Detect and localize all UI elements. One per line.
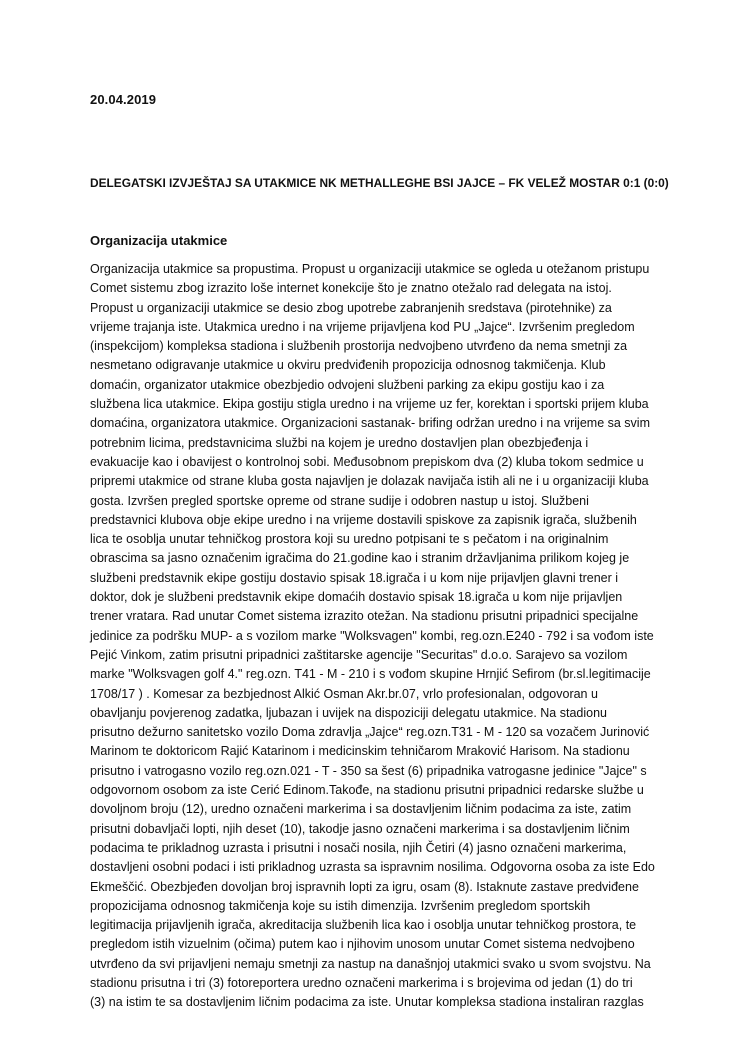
body-line: (inspekcijom) kompleksa stadiona i službenih prostorija nedvojbeno utvrđeno da nema smetnji za	[90, 339, 628, 354]
body-line: legitimacija prijavljenih igrača, akreditacija službenih lica kao i osoblja unutar tehničkog prostora, te	[90, 918, 637, 933]
body-line: lica te osoblja unutar tehničkog prostora koji su uredno potpisani te s pečatom i na originalnim	[90, 532, 609, 547]
document-date: 20.04.2019	[90, 92, 157, 107]
body-line: evakuacije kao i obavijest o kontrolnoj sobi. Međusobnom prepiskom dva (2) kluba tokom sedmice u	[90, 454, 644, 469]
body-line: prisutni dobavljači lopti, njih deset (10), takodje jasno označeni markerima i sa dostavljenim ličnim	[90, 821, 630, 836]
body-line: Pejić Vinkom, zatim prisutni pripadnici zaštitarske agencije "Securitas" d.o.o. Sarajevo sa vozilom	[90, 647, 628, 662]
body-line: potrebnim licima, predstavnicima službi na kojem je uredno dostavljen plan obezbjeđenja i	[90, 435, 589, 450]
body-line: domaćin, organizator utakmice obezbjedio odvojeni službeni parking za ekipu gostiju kao i za	[90, 377, 605, 392]
body-line: Comet sistemu zbog izrazito loše internet konekcije što je znatno otežalo rad delegata na istoj.	[90, 281, 612, 296]
body-line: Marinom te doktoricom Rajić Katarinom i medicinskim tehničarom Mraković Harisom. Na stadionu	[90, 744, 630, 759]
body-line: prisutno i vatrogasno vozilo reg.ozn.021 - T - 350 sa šest (6) pripadnika vatrogasne jedinice "Jajce" s	[90, 763, 647, 778]
document-title: DELEGATSKI IZVJEŠTAJ SA UTAKMICE NK METHALLEGHE BSI JAJCE – FK VELEŽ MOSTAR 0:1 (0:0)	[90, 176, 669, 190]
body-line: dostavljeni osobni podaci i isti prikladnog uzrasta sa ispravnim nosilima. Odgovorna osoba za iste Edo	[90, 860, 655, 875]
body-line: odgovornom osobom za iste Cerić Edinom.Takođe, na stadionu prisutni pripadnici redarske službe u	[90, 783, 644, 798]
body-line: službeni predstavnik ekipe gostiju dostavio spisak 18.igrača i u kom nije prijavljen glavni trener i	[90, 570, 619, 585]
section-heading: Organizacija utakmice	[90, 233, 228, 248]
body-line: pripremi utakmice od strane kluba gosta najavljen je dolazak navijača istih ali ne i u organizaciji kluba	[90, 474, 649, 489]
body-line: doktor, dok je službeni predstavnik ekipe domaćih dostavio spisak 18.igrača u kom nije prijavljen	[90, 590, 623, 605]
body-line: utvrđeno da svi prijavljeni nemaju smetnji za nastup na današnjoj utakmici svako u svom svojstvu. Na	[90, 956, 651, 971]
body-line: marke "Wolksvagen golf 4." reg.ozn. T41 - M - 210 i s vođom skupine Hrnjić Sefirom (br.sl.legitimacije	[90, 667, 651, 682]
body-line: službena lica utakmice. Ekipa gostiju stigla uredno i na vrijeme uz fer, korektan i sportski prijem kluba	[90, 397, 649, 412]
body-line: (3) na istim te sa dostavljenim ličnim podacima za iste. Unutar kompleksa stadiona instaliran razglas	[90, 995, 644, 1010]
body-line: podacima te prikladnog uzrasta i prisutni i nosači nosila, njih Četiri (4) jasno označeni markerima,	[90, 840, 627, 855]
body-line: dovoljnom broju (12), uredno označeni markerima i sa dostavljenim ličnim podacima za iste, zatim	[90, 802, 632, 817]
body-line: stadionu prisutna i tri (3) fotoreportera uredno označeni markerima i s brojevima od jedan (1) do tri	[90, 975, 633, 990]
body-line: predstavnici klubova obje ekipe uredno i na vrijeme dostavili spiskove za zapisnik igrača, službenih	[90, 512, 637, 527]
body-line: Organizacija utakmice sa propustima. Propust u organizaciji utakmice se ogleda u otežanom pristupu	[90, 262, 650, 276]
body-line: gosta. Izvršen pregled sportske opreme od strane sudije i odobren nastup u istoj. Službeni	[90, 493, 589, 508]
body-line: obavljanju povjerenog zadatka, ljubazan i uvijek na dispoziciji delegatu utakmice. Na stadionu	[90, 705, 607, 720]
body-line: nesmetano odigravanje utakmice u okviru predviđenih propozicija odnosnog takmičenja. Klub	[90, 358, 606, 373]
body-line: 1708/17 ) . Komesar za bezbjednost Alkić Osman Akr.br.07, vrlo profesionalan, odgovoran u	[90, 686, 598, 701]
body-line: jedinice za podršku MUP- a s vozilom marke "Wolksvagen" kombi, reg.ozn.E240 - 792 i sa vođom iste	[90, 628, 654, 643]
body-line: pregledom istih vizuelnim (očima) putem kao i njihovim unosom unutar Comet sistema nedvojbeno	[90, 937, 635, 952]
body-line: vrijeme trajanja iste. Utakmica uredno i na vrijeme prijavljena kod PU „Jajce“. Izvršenim pregledom	[90, 319, 635, 334]
section-body	[90, 260, 670, 1013]
body-line: domaćina, organizatora utakmice. Organizacioni sastanak- brifing održan uredno i na vrijeme sa svim	[90, 416, 650, 431]
body-line: Ekmeščić. Obezbjeđen dovoljan broj ispravnih lopti za igru, osam (8). Istaknute zastave predviđene	[90, 879, 639, 894]
body-line: obrascima sa jasno označenim igračima do 21.godine kao i stranim državljanima prilikom kojeg je	[90, 551, 630, 566]
body-line: Propust u organizaciji utakmice se desio zbog upotrebe zabranjenih sredstava (pirotehnike) za	[90, 300, 612, 315]
body-line: propozicijama odnosnog takmičenja koje su istih dimenzija. Izvršenim pregledom sportskih	[90, 898, 591, 913]
body-line: prisutno dežurno sanitetsko vozilo Doma zdravlja „Jajce“ reg.ozn.T31 - M - 120 sa vozačem Jurinović	[90, 725, 650, 740]
body-line: trener vratara. Rad unutar Comet sistema izrazito otežan. Na stadionu prisutni pripadnici specijalne	[90, 609, 639, 624]
